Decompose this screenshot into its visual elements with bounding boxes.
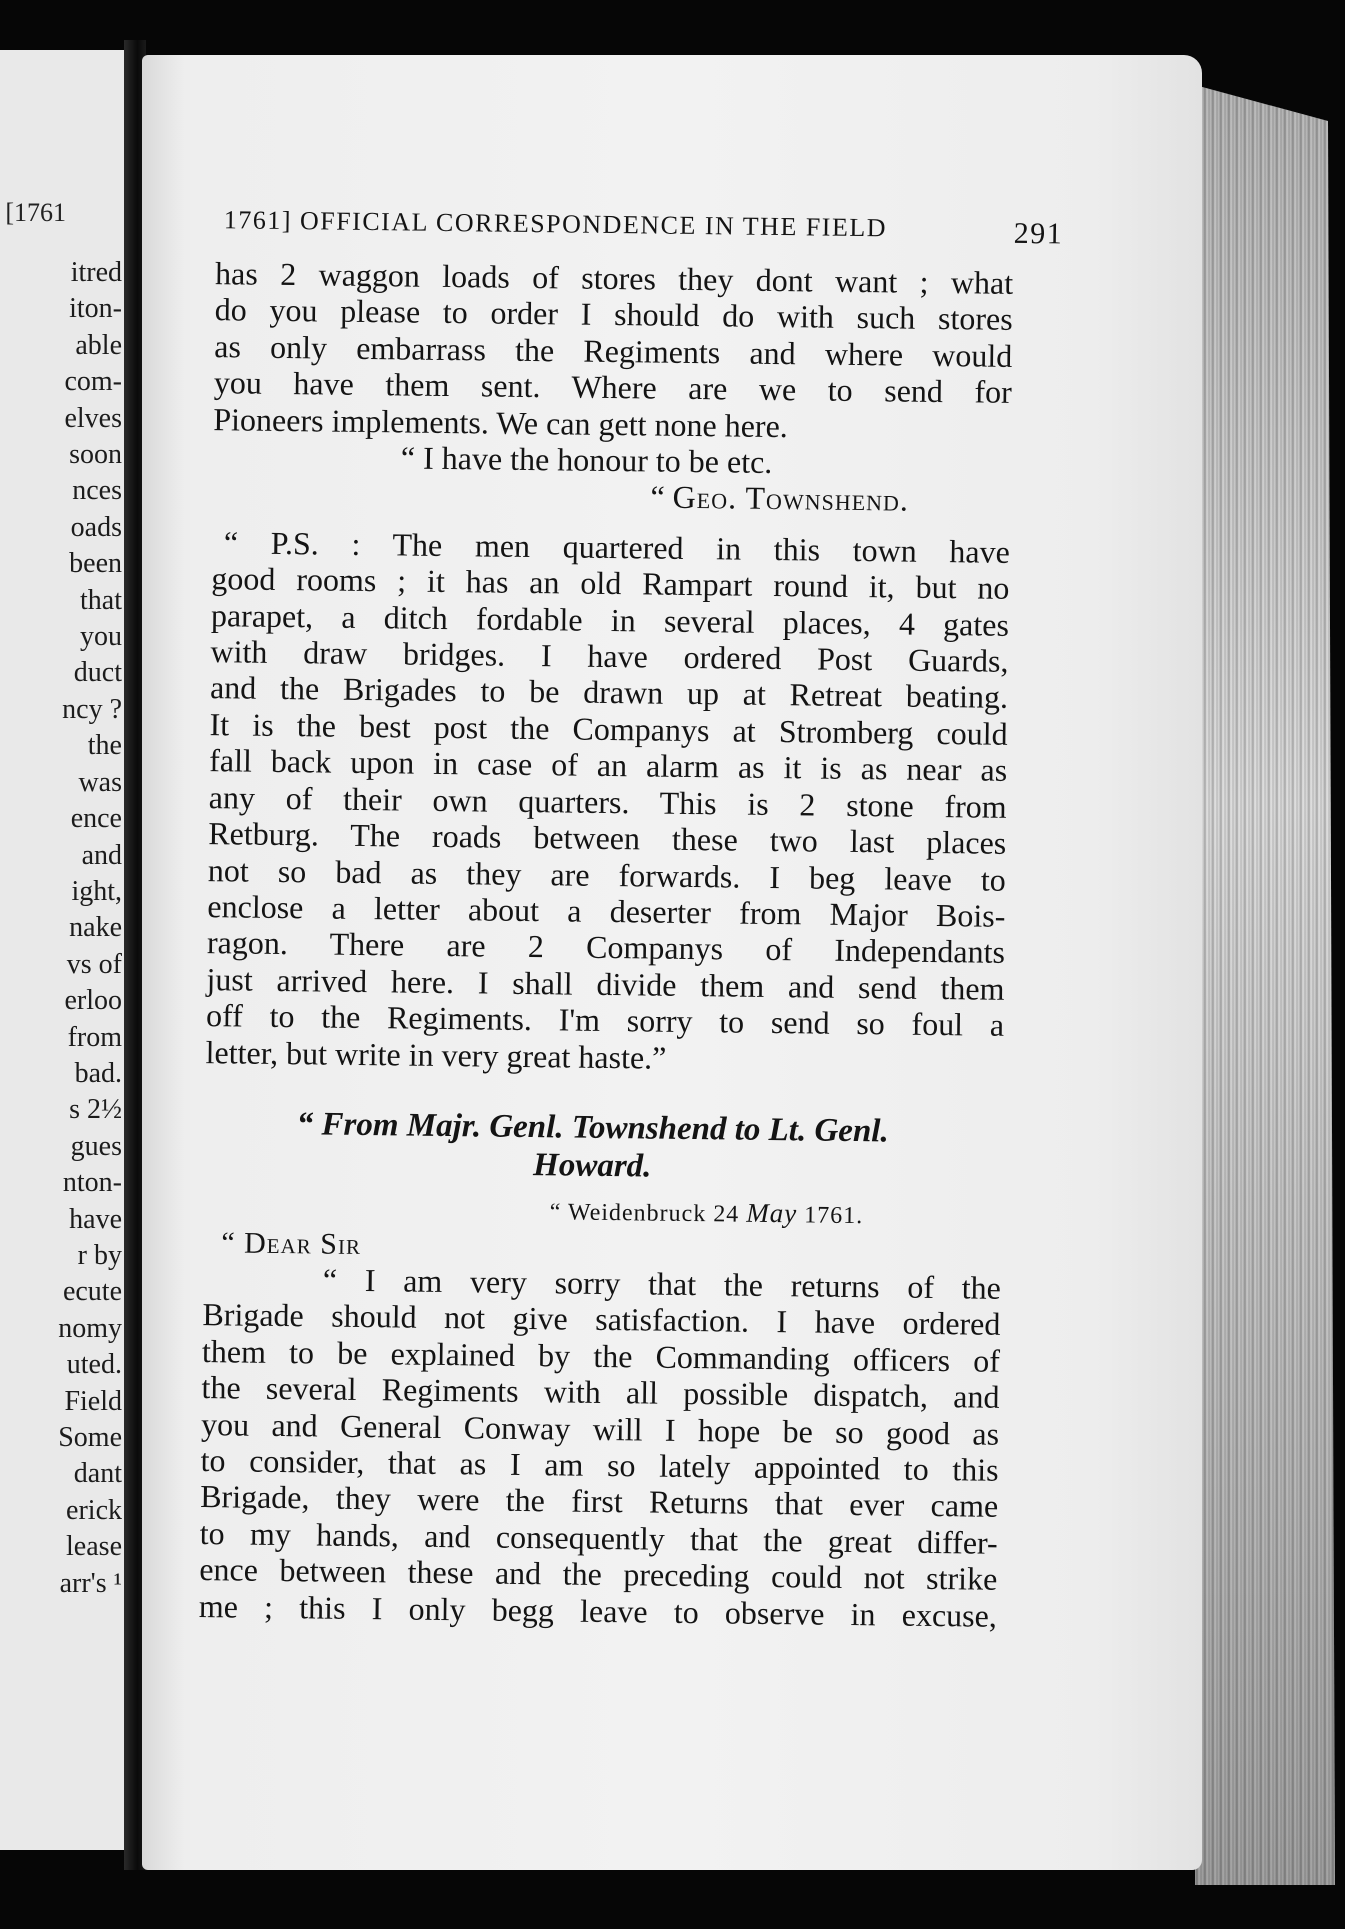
text-line: and the Brigades to be drawn up at Retreat beating. [209, 669, 1009, 716]
page-content [187, 205, 1154, 1636]
letter-continuation [200, 255, 1153, 521]
dateline-year: 1761. [797, 1202, 864, 1230]
left-page-line-fragment: have [69, 1203, 122, 1235]
page-edge-shade [1195, 85, 1335, 1885]
left-facing-page [0, 50, 126, 1850]
text-line: ence between these and the preceding could not strike [199, 1551, 998, 1597]
left-page-line-fragment: you [80, 621, 122, 653]
left-page-line-fragment: Field [64, 1385, 122, 1417]
text-line: do you please to order I should do with such stores [214, 291, 1013, 338]
left-page-line-fragment: vs of [66, 948, 122, 980]
text-line: any of their own quarters. This is 2 stone from [208, 778, 1007, 825]
text-line: Brigade, they were the first Returns that ever came [200, 1478, 999, 1525]
left-page-line-ends [0, 255, 126, 1602]
text-line: the several Regiments with all possible dispatch, and [201, 1369, 1000, 1415]
left-page-line-fragment: s 2½ [69, 1094, 122, 1126]
left-page-line-fragment: oads [70, 511, 122, 543]
left-page-line-fragment: from [67, 1021, 122, 1053]
text-line: you and General Conway will I hope be so good as [200, 1405, 1000, 1452]
text-line: Retburg. The roads between these two last places [208, 815, 1007, 861]
letter-salutation: “ Dear Sir [221, 1226, 362, 1261]
left-page-line-fragment: iton- [69, 293, 122, 325]
left-page-line-fragment: soon [69, 439, 122, 471]
left-page-line-fragment: nake [69, 912, 122, 944]
letter-heading [192, 1104, 1143, 1192]
text-line: me ; this I only begg leave to observe in excuse, [198, 1587, 998, 1634]
text-line: fall back upon in case of an alarm as it is as near as [208, 742, 1008, 789]
text-line: has 2 waggon loads of stores they dont want ; what [214, 255, 1014, 301]
left-page-line-fragment: nton- [62, 1167, 122, 1199]
left-page-line-fragment: Some [58, 1422, 122, 1453]
left-page-header: [1761 [5, 198, 66, 227]
text-line: Brigade should not give satisfaction. I have ordered [202, 1296, 1001, 1343]
left-page-line-fragment: erick [66, 1494, 122, 1526]
text-line: enclose a letter about a deserter from Major Bois- [207, 888, 1006, 934]
letter-body [187, 1260, 1141, 1636]
left-page-line-fragment: elves [64, 402, 122, 434]
left-page-line-fragment: nomy [58, 1312, 122, 1344]
text-line: as only embarrass the Regiments and where would [214, 327, 1013, 374]
text-line: Pioneers implements. We can gett none here. [213, 400, 789, 444]
dateline-place: “ Weidenbruck 24 [549, 1199, 747, 1228]
left-page-line-fragment: ence [70, 803, 122, 835]
left-page-line-fragment: been [69, 548, 122, 580]
main-page [142, 55, 1202, 1870]
postscript [193, 524, 1150, 1082]
left-page-line-fragment: uted. [66, 1349, 122, 1381]
text-line: letter, but write in very great haste.” [205, 1033, 667, 1076]
text-line: “ P.S. : The men quartered in this town have [223, 524, 1011, 570]
left-page-line-fragment: itred [70, 257, 122, 288]
left-page-line-fragment: the [87, 730, 122, 762]
text-line: to consider, that as I am so lately appointed to this [200, 1442, 999, 1488]
signature-quote: “ [650, 478, 673, 516]
left-page-line-fragment: ecute [62, 1276, 122, 1308]
text-line: them to be explained by the Commanding officers of [201, 1332, 1001, 1379]
left-page-line-fragment: nces [72, 475, 122, 507]
left-page-line-fragment: ight, [71, 875, 122, 907]
left-page-line-fragment: bad. [74, 1057, 122, 1089]
left-page-line-fragment: duct [73, 657, 122, 689]
dateline-month: May [746, 1197, 798, 1229]
left-page-line-fragment: was [78, 766, 122, 798]
left-page-line-fragment: ncy ? [62, 693, 122, 725]
left-page-line-fragment: gues [70, 1130, 122, 1162]
text-line: off to the Regiments. I'm sorry to send so foul a [205, 997, 1005, 1043]
left-page-line-fragment: erloo [64, 985, 122, 1017]
page-number: 291 [1013, 216, 1064, 251]
text-line: not so bad as they are forwards. I beg leave to [207, 851, 1007, 898]
left-page-line-fragment: arr's ¹ [59, 1567, 122, 1599]
left-page-line-fragment: that [80, 584, 122, 616]
text-line: just arrived here. I shall divide them and send them [206, 960, 1005, 1007]
text-line: “ I am very sorry that the returns of the [322, 1261, 1002, 1306]
text-line: ragon. There are 2 Companys of Independants [206, 924, 1006, 971]
left-page-line-fragment: dant [73, 1458, 122, 1490]
left-page-line-fragment: com- [64, 366, 122, 398]
letter-closing: “ I have the honour to be etc. [400, 439, 773, 480]
letter-heading-line: Howard. [532, 1147, 652, 1185]
text-line: to my hands, and consequently that the great differ- [199, 1514, 998, 1561]
text-line: It is the best post the Companys at Stromberg could [209, 705, 1008, 752]
text-line: you have them sent. Where are we to send for [213, 364, 1012, 411]
running-head-title: 1761] OFFICIAL CORRESPONDENCE IN THE FIELD [223, 205, 888, 243]
left-page-line-fragment: lease [66, 1531, 122, 1563]
left-page-line-fragment: and [81, 839, 122, 871]
left-page-line-fragment: able [75, 329, 122, 361]
text-line: with draw bridges. I have ordered Post Guards, [210, 633, 1009, 679]
letter-heading-line: “ From Majr. Genl. Townshend to Lt. Genl. [296, 1106, 889, 1150]
text-line: parapet, a ditch fordable in several places, 4 gates [210, 596, 1010, 643]
text-line: good rooms ; it has an old Rampart round it, but no [211, 560, 1010, 607]
left-page-line-fragment: r by [77, 1239, 122, 1271]
signature-name: Geo. Townshend. [672, 479, 910, 519]
